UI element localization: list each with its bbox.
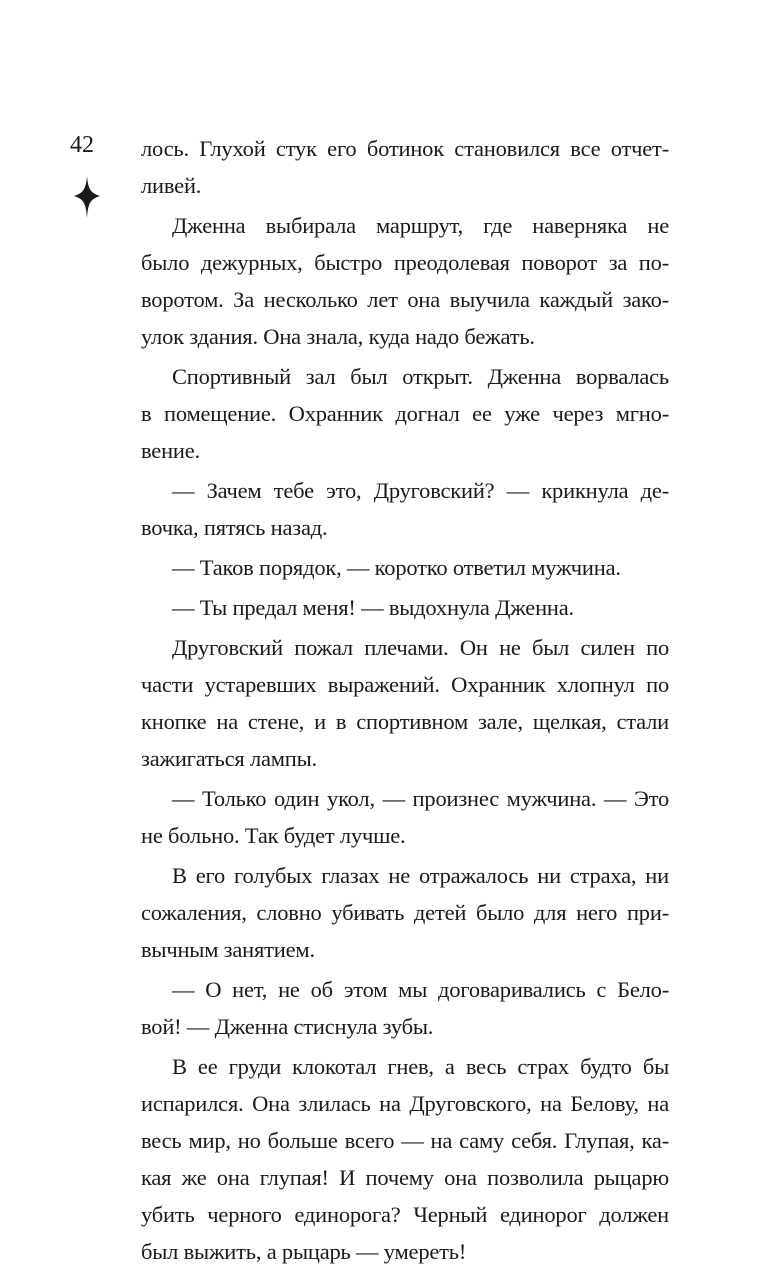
text-line: вычным занятием. xyxy=(141,937,315,962)
paragraph-start-line: — Только один укол, — произнес мужчина. — Это xyxy=(172,786,669,811)
text-line: было дежурных, быстро преодолевая поворот за по- xyxy=(141,250,669,275)
text-line: улок здания. Она знала, куда надо бежать. xyxy=(141,324,535,349)
text-line: вение. xyxy=(141,438,200,463)
text-line: кнопке на стене, и в спортивном зале, щелкая, стали xyxy=(141,709,669,734)
four-point-star-icon xyxy=(74,176,100,218)
paragraph-start-line: В его голубых глазах не отражалось ни страха, ни xyxy=(172,863,669,888)
text-line: воротом. За несколько лет она выучила каждый зако- xyxy=(141,287,669,312)
paragraph-start-line: В ее груди клокотал гнев, а весь страх будто бы xyxy=(172,1054,669,1079)
paragraph-start-line: Дженна выбирала маршрут, где наверняка не xyxy=(172,213,669,238)
text-line: лось. Глухой стук его ботинок становился все отчет- xyxy=(141,136,669,161)
text-line: весь мир, но больше всего — на саму себя. Глупая, ка- xyxy=(141,1128,669,1153)
text-line: сожаления, словно убивать детей было для него при- xyxy=(141,900,669,925)
text-line: части устаревших выражений. Охранник хлопнул по xyxy=(141,672,669,697)
text-line: вой! — Дженна стиснула зубы. xyxy=(141,1014,434,1039)
text-line: вочка, пятясь назад. xyxy=(141,515,328,540)
body-text xyxy=(141,130,669,1270)
paragraph-start-line: — О нет, не об этом мы договаривались с Бело- xyxy=(172,977,669,1002)
page-number: 42 xyxy=(70,132,94,158)
text-line: зажигаться лампы. xyxy=(141,746,317,771)
paragraph-start-line: — Ты предал меня! — выдохнула Дженна. xyxy=(172,595,574,620)
paragraph-start-line: — Зачем тебе это, Друговский? — крикнула де- xyxy=(172,478,669,503)
text-line: в помещение. Охранник догнал ее уже через мгно- xyxy=(141,401,669,426)
paragraph-start-line: Друговский пожал плечами. Он не был силен по xyxy=(172,635,669,660)
text-line: был выжить, а рыцарь — умереть! xyxy=(141,1239,467,1264)
text-line: испарился. Она злилась на Друговского, на Белову, на xyxy=(141,1091,669,1116)
text-line: ливей. xyxy=(141,173,202,198)
text-line: не больно. Так будет лучше. xyxy=(141,823,406,848)
paragraph-start-line: Спортивный зал был открыт. Дженна ворвалась xyxy=(172,364,669,389)
paragraph-start-line: — Таков порядок, — коротко ответил мужчина. xyxy=(172,555,621,580)
text-line: убить черного единорога? Черный единорог должен xyxy=(141,1202,669,1227)
text-line: кая же она глупая! И почему она позволила рыцарю xyxy=(141,1165,669,1190)
